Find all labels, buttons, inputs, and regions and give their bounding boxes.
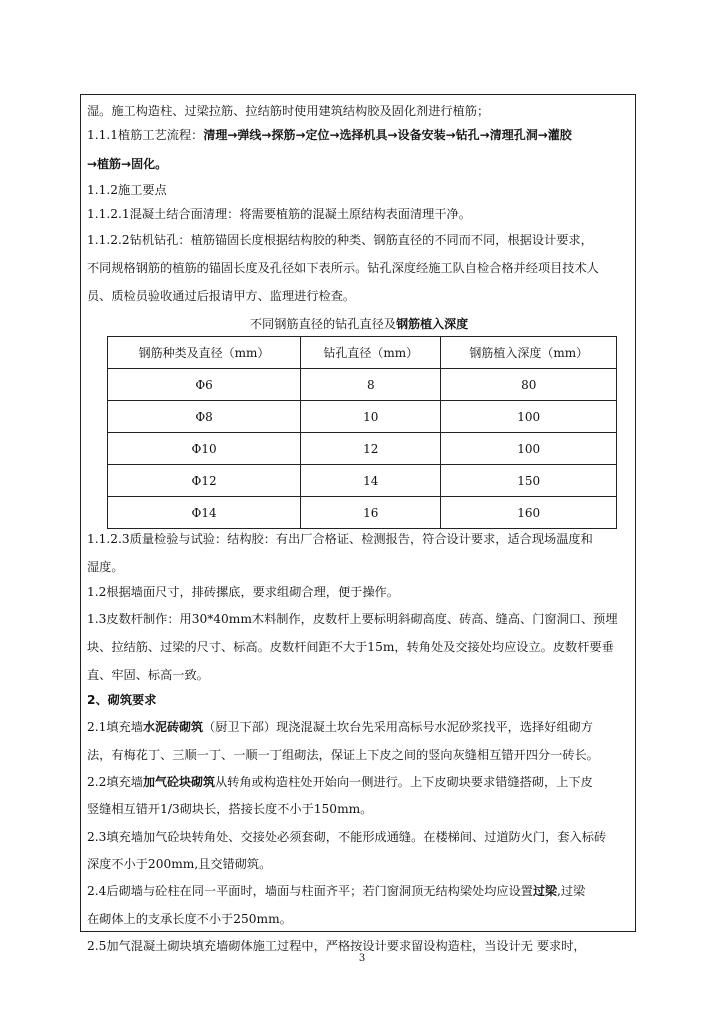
text-line: 湿。施工构造柱、过梁拉筋、拉结筋时使用建筑结构胶及固化剂进行植筋； xyxy=(87,104,490,118)
item-2-5-line-1: 2.5加气混凝土砌块填充墙砌体施工过程中，严格按设计要求留设构造柱，当设计无 要求时， xyxy=(87,939,586,953)
table-cell: 14 xyxy=(301,465,441,497)
document-body xyxy=(87,103,631,958)
table-cell: 8 xyxy=(301,369,441,401)
item-1-3-line-3: 直、牢固、标高一致。 xyxy=(87,668,209,682)
table-cell: Φ10 xyxy=(108,433,301,465)
item-2-3-line-2: 深度不小于200mm,且交错砌筑。 xyxy=(87,857,272,871)
table-row xyxy=(108,497,617,529)
process-prefix: 1.1.1植筋工艺流程： xyxy=(87,128,204,142)
point-2-line-3: 员、质检员验收通过后报请甲方、监理进行检查。 xyxy=(87,289,356,303)
rebar-table xyxy=(107,336,617,529)
table-cell: 150 xyxy=(441,465,617,497)
table-header-cell: 钢筋种类及直径（mm） xyxy=(108,337,301,369)
item-2-1-a: 2.1填充墙 xyxy=(87,720,143,734)
quality-line-2: 湿度。 xyxy=(87,560,124,574)
item-2-4-bold: 过梁 xyxy=(532,884,557,898)
caption-bold: 钢筋植入深度 xyxy=(396,317,469,331)
point-2-line-1: 1.1.2.2钻机钻孔：植筋锚固长度根据结构胶的种类、钢筋直径的不同而不同，根据设计要求， xyxy=(87,233,593,247)
table-row xyxy=(108,369,617,401)
table-row xyxy=(108,401,617,433)
process-steps: 清理→弹线→探筋→定位→选择机具→设备安装→钻孔→清理孔洞→灌胶 xyxy=(203,128,572,142)
table-header-cell: 钻孔直径（mm） xyxy=(301,337,441,369)
table-caption xyxy=(87,315,631,332)
item-2-2-line-2: 竖缝相互错开1/3砌块长，搭接长度不小于150mm。 xyxy=(87,802,373,816)
table-cell: Φ8 xyxy=(108,401,301,433)
item-2-4-c: ,过梁 xyxy=(556,884,586,898)
item-2-4-line-2: 在砌体上的支承长度不小于250mm。 xyxy=(87,912,292,926)
item-2-4-a: 2.4后砌墙与砼柱在同一平面时，墙面与柱面齐平；若门窗洞顶无结构梁处均应设置 xyxy=(87,884,533,898)
item-2-3-line-1: 2.3填充墙加气砼块转角处、交接处必须套砌，不能形成通缝。在楼梯间、过道防火门，套入标砖 xyxy=(87,830,607,844)
item-1-2: 1.2根据墙面尺寸，排砖摞底，要求组砌合理，便于操作。 xyxy=(87,585,399,599)
item-2-1-bold: 水泥砖砌筑 xyxy=(142,720,203,734)
item-2-1-c: （厨卫下部）现浇混凝土坎台先采用高标号水泥砂浆找平，选择好组砌方 xyxy=(202,720,593,734)
item-2-2-c: 从转角或构造柱处开始向一侧进行。上下皮砌块要求错缝搭砌，上下皮 xyxy=(214,775,593,789)
table-cell: Φ14 xyxy=(108,497,301,529)
item-2-1-line-1 xyxy=(87,719,631,747)
table-cell: 100 xyxy=(441,433,617,465)
point-2-line-2: 不同规格钢筋的植筋的锚固长度及孔径如下表所示。钻孔深度经施工队自检合格并经项目技术人 xyxy=(87,261,599,275)
table-cell: 160 xyxy=(441,497,617,529)
table-cell: Φ6 xyxy=(108,369,301,401)
table-cell: 80 xyxy=(441,369,617,401)
table-cell: 12 xyxy=(301,433,441,465)
table-header-row xyxy=(108,337,617,369)
item-1-3-line-1: 1.3皮数杆制作：用30*40mm木料制作，皮数杆上要标明斜砌高度、砖高、缝高、门窗洞口、预埋 xyxy=(87,612,618,626)
item-2-4-line-1 xyxy=(87,883,631,911)
caption-part: 不同钢筋直径的钻孔直径及 xyxy=(249,317,397,331)
document-frame xyxy=(80,94,636,953)
section-2-title: 2、砌筑要求 xyxy=(87,693,157,707)
item-2-2-a: 2.2填充墙 xyxy=(87,775,143,789)
table-row xyxy=(108,433,617,465)
table-header-cell: 钢筋植入深度（mm） xyxy=(441,337,617,369)
process-steps-cont: →植筋→固化。 xyxy=(87,157,168,171)
item-1-3-line-2: 块、拉结筋、过梁的尺寸、标高。皮数杆间距不大于15m，转角处及交接处均应设立。皮数杆要垂 xyxy=(87,640,614,654)
page-number: 3 xyxy=(358,953,366,964)
item-2-2-bold: 加气砼块砌筑 xyxy=(142,775,215,789)
quality-line-1: 1.1.2.3质量检验与试验：结构胶：有出厂合格证、检测报告，符合设计要求，适合现场温度和 xyxy=(87,532,593,546)
point-1: 1.1.2.1混凝土结合面清理：将需要植筋的混凝土原结构表面清理干净。 xyxy=(87,207,471,221)
process-line xyxy=(87,127,631,156)
points-title: 1.1.2施工要点 xyxy=(87,183,167,197)
item-2-1-line-2: 法，有梅花丁、三顺一丁、一顺一丁组砌法，保证上下皮之间的竖向灰缝相互错开四分一砖长。 xyxy=(87,748,599,762)
table-cell: 100 xyxy=(441,401,617,433)
item-2-2-line-1 xyxy=(87,774,631,801)
table-cell: 10 xyxy=(301,401,441,433)
table-cell: Φ12 xyxy=(108,465,301,497)
table-row xyxy=(108,465,617,497)
table-cell: 16 xyxy=(301,497,441,529)
